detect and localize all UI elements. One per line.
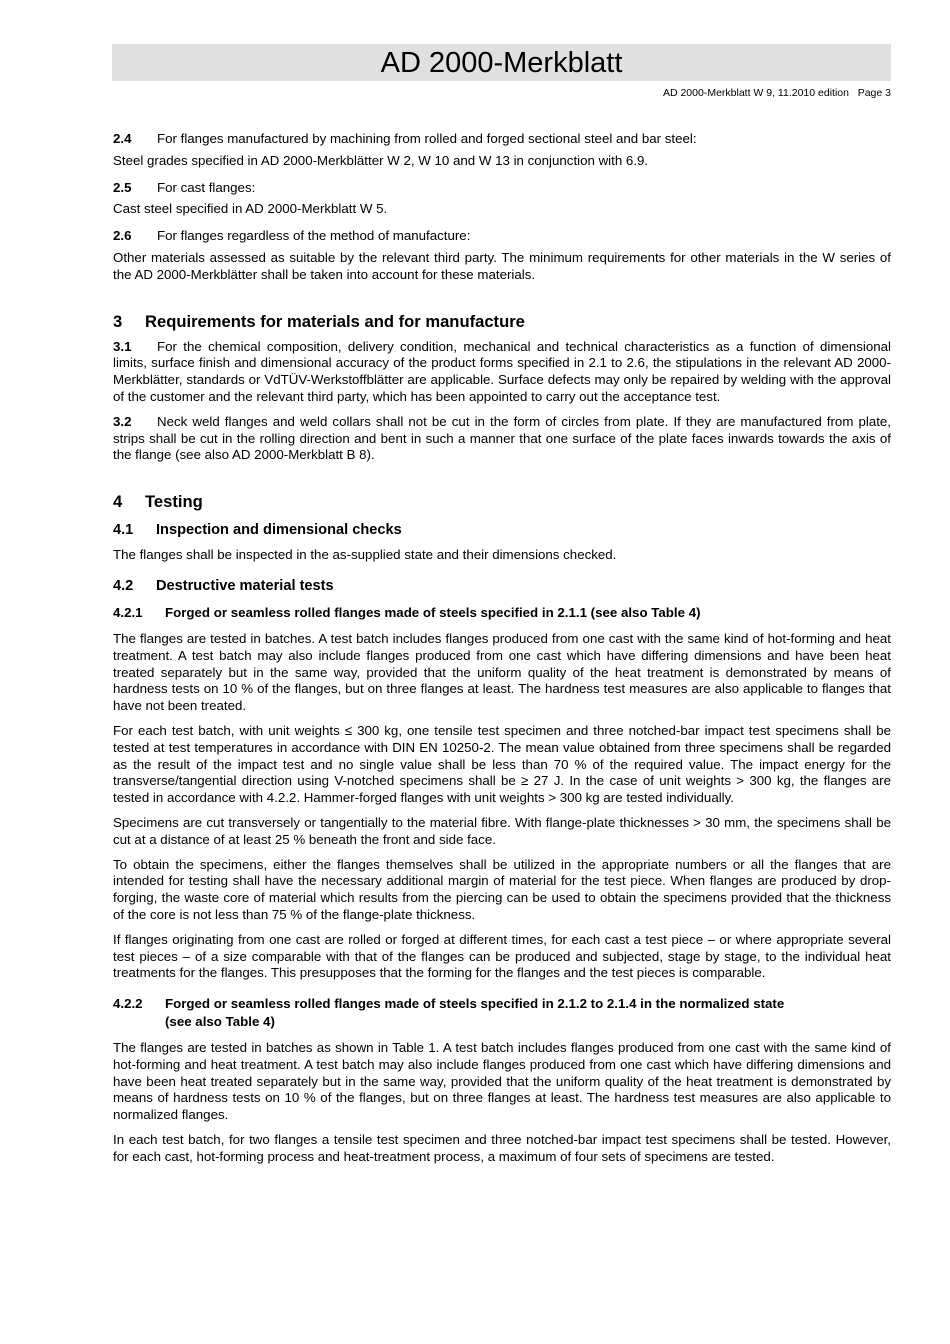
section-4-heading [113,492,891,512]
section-3-2-paragraph [113,414,891,464]
section-number: 4.2.2 [113,996,143,1012]
section-4-2-2-heading [113,995,891,1031]
paragraph-text: For the chemical composition, delivery condition, mechanical and technical characteristics as a function of dimensional limits, surface finish and dimensional accuracy of the product forms specified in 2.1 to 2.6, the stipulations in the relevant AD 2000-Merkblätter, standards or VdTÜV-Werkstoffblätter are applicable. Surface defects may only be repaired by welding with the approval of the customer and the relevant third party, which has been appointed to carry out the acceptance test. [113,338,891,404]
section-4-1-heading [113,521,891,539]
section-4-2-1-paragraph-1: The flanges are tested in batches. A test batch includes flanges produced from one cast with the same kind of hot-forming and heat treatment. A test batch may also include flanges produced from one cast which have differing dimensions and have been heat treated separately but in the same way, provided that the uniform quality of the heat treatment is demonstrated by means of hardness tests on 10 % of the flanges, but on three flanges at least. The hardness test measures are also applicable to flanges that have not been treated. [113,630,891,714]
section-title: Destructive material tests [156,577,334,594]
paragraph-text: Neck weld flanges and weld collars shall not be cut in the form of circles from plate. If they are manufactured from plate, strips shall be cut in the rolling direction and bent in such a manner that one surface of the plate faces inwards towards the axis of the flange (see also AD 2000-Merkblatt B 8). [113,413,891,463]
section-title: Requirements for materials and for manufacture [145,311,525,331]
section-number: 2.5 [113,179,132,195]
section-4-2-1-paragraph-4: To obtain the specimens, either the flanges themselves shall be utilized in the appropriate numbers or all the flanges that are intended for testing shall have the necessary additional margin of material for the test piece. When flanges are produced by drop-forging, the waste core of material which results from the piercing can be used to obtain the specimens provided that the thickness of the core is not less than 75 % of the flange-plate thickness. [113,856,891,922]
section-number: 4 [113,492,123,512]
section-4-2-1-paragraph-3: Specimens are cut transversely or tangentially to the material fibre. With flange-plate thicknesses > 30 mm, the specimens shall be cut at a distance of at least 25 % beneath the front and side face. [113,814,891,847]
section-4-2-2-paragraph-1: The flanges are tested in batches as shown in Table 1. A test batch includes flanges produced from one cast with the same kind of hot-forming and heat treatment. A test batch may also include flanges produced from one cast which have differing dimensions and have been heat treated separately but in the same way, provided that the uniform quality of the heat treatment is demonstrated by means of hardness tests on 10 % of the flanges, but on three flanges at least. The hardness test measures are also applicable to normalized flanges. [113,1040,891,1123]
page-title: AD 2000-Merkblatt [112,44,891,81]
section-title-line-2: (see also Table 4) [165,1014,275,1030]
section-title: Inspection and dimensional checks [156,522,402,539]
section-title: For flanges manufactured by machining from rolled and forged sectional steel and bar steel: [157,131,697,146]
section-3-heading [113,312,891,332]
section-3-1-paragraph [113,339,891,406]
section-4-2-1-heading [113,604,891,622]
section-number: 2.6 [113,228,132,244]
section-4-2-heading [113,577,891,595]
section-number: 3.2 [113,413,132,429]
section-number: 4.2 [113,577,134,594]
section-title: For cast flanges: [157,179,256,195]
document-body [113,131,891,1166]
section-2-5-heading [113,180,891,197]
section-title: Forged or seamless rolled flanges made of steels specified in 2.1.1 (see also Table 4) [165,604,701,620]
section-2-4-heading [113,131,891,148]
section-2-4-text: Steel grades specified in AD 2000-Merkblätter W 2, W 10 and W 13 in conjunction with 6.9. [113,152,649,168]
section-title: For flanges regardless of the method of manufacture: [157,228,471,244]
section-number: 4.2.1 [113,604,143,620]
section-number: 3.1 [113,338,132,354]
section-2-5-text: Cast steel specified in AD 2000-Merkblatt W 5. [113,201,388,217]
edition-info: AD 2000-Merkblatt W 9, 11.2010 edition Page 3 [662,87,891,99]
section-title: Forged or seamless rolled flanges made of steels specified in 2.1.2 to 2.1.4 in the normalized state [165,996,785,1012]
section-2-6-heading [113,228,891,245]
section-number: 2.4 [113,131,132,146]
section-4-2-2-paragraph-2: In each test batch, for two flanges a tensile test specimen and three notched-bar impact test specimens shall be tested. However, for each cast, hot-forming process and heat-treatment process, a maximum of four sets of specimens are tested. [113,1132,891,1164]
section-title: Testing [145,492,203,512]
section-4-1-text: The flanges shall be inspected in the as-supplied state and their dimensions checked. [113,547,617,563]
section-number: 4.1 [113,522,134,539]
section-4-2-1-paragraph-2: For each test batch, with unit weights ≤ 300 kg, one tensile test specimen and three notched-bar impact test specimens shall be tested at test temperatures in accordance with DIN EN 10250-2. The mean value obtained from three specimens shall be regarded as the result of the impact test and no single value shall be less than 70 % of the required value. The impact energy for the transverse/tangential direction using V-notched specimens shall be ≥ 27 J. In the case of unit weights > 300 kg, the flanges are tested in accordance with 4.2.2. Hammer-forged flanges with unit weights > 300 kg are tested individually. [113,722,891,806]
section-2-6-text: Other materials assessed as suitable by the relevant third party. The minimum requirements for other materials in the W series of the AD 2000-Merkblätter shall be taken into account for these materials. [113,249,891,282]
section-4-2-1-paragraph-5: If flanges originating from one cast are rolled or forged at different times, for each cast a test piece – or where appropriate several test pieces – of a size comparable with that of the flanges can be produced and subjected, stage by stage, to the individual heat treatments for the flanges. This presupposes that the forming for the flanges and the test pieces is comparable. [113,931,891,981]
section-number: 3 [113,311,123,331]
